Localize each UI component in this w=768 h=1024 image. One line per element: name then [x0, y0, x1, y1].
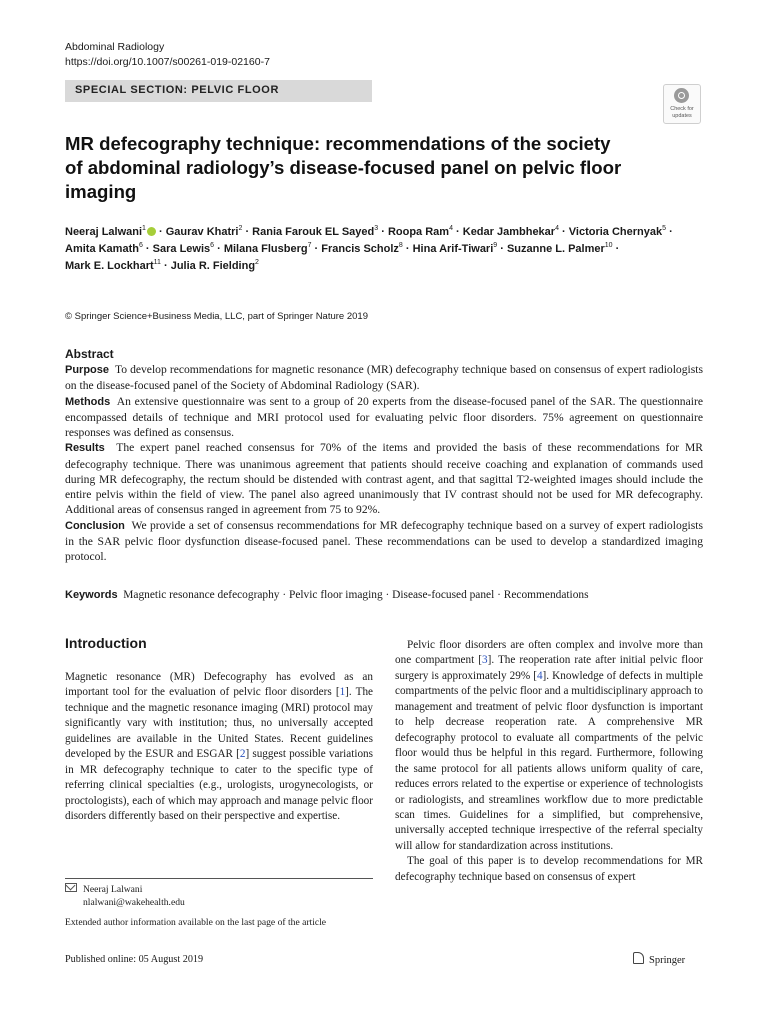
- keywords-label: Keywords: [65, 589, 118, 601]
- conclusion-label: Conclusion: [65, 519, 125, 532]
- doi-link[interactable]: https://doi.org/10.1007/s00261-019-02160-7: [65, 56, 270, 68]
- methods-text: An extensive questionnaire was sent to a group of 20 experts from the disease-focused panel of the SAR. The questionnaire encompassed details of technique and MRI protocol used for evaluating pelvic floor disorders. 75% agreement on questionnaire responses was defined as consensus.: [65, 394, 703, 439]
- intro-text: Pelvic floor disorders are often complex and involve more than one compartment [: [395, 639, 703, 667]
- intro-text: ]. The technique and the magnetic resonance imaging (MRI) protocol may significantly vary with institution; thus, no universally accepted guidelines are available in the United States. Recent guidelines developed by the ESUR and ESGAR [: [65, 686, 374, 761]
- corresponding-email[interactable]: nlalwani@wakehealth.edu: [83, 897, 185, 908]
- author-name[interactable]: Kedar Jambhekar: [462, 226, 556, 238]
- author-name[interactable]: Julia R. Fielding: [170, 260, 256, 272]
- intro-text: Magnetic resonance (MR) Defecography has evolved as an important tool for the evaluation of pelvic floor disorders [: [65, 671, 373, 699]
- intro-paragraph: [65, 670, 373, 825]
- check-updates-label-1: Check for: [670, 106, 694, 112]
- author-name[interactable]: Suzanne L. Palmer: [506, 243, 605, 255]
- author-name[interactable]: Gaurav Khatri: [165, 226, 239, 238]
- purpose-text: To develop recommendations for magnetic resonance (MR) defecography technique based on consensus of expert radiologists on the disease-focused panel of the Society of Abdominal Radiology (SAR).: [65, 363, 703, 393]
- intro-right-column: [395, 638, 703, 885]
- section-banner: [65, 80, 372, 102]
- copyright-notice: © Springer Science+Business Media, LLC, part of Springer Nature 2019: [65, 311, 368, 322]
- author-name[interactable]: Rania Farouk EL Sayed: [252, 226, 375, 238]
- citation-link[interactable]: 3: [482, 654, 488, 667]
- citation-link[interactable]: 1: [339, 686, 346, 699]
- author-affiliation: 4: [449, 225, 453, 232]
- intro-paragraph: The goal of this paper is to develop recommendations for MR defecography technique based on consensus of expert: [395, 855, 703, 883]
- published-date: Published online: 05 August 2019: [65, 954, 204, 965]
- author-name[interactable]: Milana Flusberg: [223, 243, 308, 255]
- author-affiliation: 6: [138, 242, 143, 249]
- extended-author-info: Extended author information available on the last page of the article: [65, 917, 327, 928]
- purpose-label: Purpose: [65, 364, 110, 376]
- check-updates-icon: [674, 88, 689, 103]
- author-affiliation: 1: [142, 225, 146, 232]
- introduction-heading: Introduction: [65, 635, 147, 651]
- author-name[interactable]: Hina Arif-Tiwari: [412, 243, 494, 255]
- author-name[interactable]: Amita Kamath: [65, 243, 139, 255]
- publisher-name: Springer: [649, 955, 686, 966]
- methods-label: Methods: [65, 395, 111, 408]
- keywords-text: Magnetic resonance defecography · Pelvic floor imaging · Disease-focused panel · Recommendations: [123, 589, 589, 601]
- envelope-icon: [65, 883, 77, 892]
- results-text: The expert panel reached consensus for 70% of the items and provided the basis of these recommendations for MR defecography technique. There was unanimous agreement that patients should receive coaching and explanation of commands used during MR defecography, the rectum should be distended with contrast agent, and that sagittal T2-weighted images should include the entire pelvis within the field of view. The panel also agreed unanimously that IV contrast should not be used for MR defecography. Additional areas of consensus ranged in agreement from 75 to 92%.: [65, 441, 704, 517]
- author-name[interactable]: Sara Lewis: [152, 243, 211, 255]
- intro-text: ]. The reoperation rate after initial pelvic floor surgery is approximately 29% [: [395, 654, 703, 682]
- citation-link[interactable]: 2: [239, 748, 246, 761]
- intro-text: ]. Knowledge of defects in multiple compartments of the pelvic floor and a multidisciplinary approach to management and treatment of pelvic floor dysfunction is important to help decrease reoperation rate. A comprehensive MR defecography protocol to evaluate all compartments of the pelvic floor would thus be helpful in this regard. Furthermore, following the same protocol for all patients allows uniform quality of care, reduces errors related to the expertise or experience of technologists or radiologists, and streamlines workflow due to more predictable scan times. Guidelines for a simplified, but comprehensive, universally accepted technique irrespective of the referral specialty will allow for standardization across institutions.: [395, 669, 703, 852]
- intro-text: ] suggest possible variations in MR defecography technique to cater to the specific type of referring clinical specialties (e.g., urologists, urogynecologists, or proctologists), each of which may approach and manage pelvic floor disorders differently based on their perspective and expertise.: [65, 748, 374, 823]
- author-affiliation: 6: [210, 242, 215, 249]
- author-name[interactable]: Victoria Chernyak: [568, 226, 663, 238]
- abstract-results: [65, 440, 703, 517]
- results-label: Results: [65, 442, 105, 455]
- article-title: MR defecography technique: recommendations of the society of abdominal radiology’s disease-focused panel on pelvic floor imaging: [65, 133, 622, 202]
- author-name[interactable]: Neeraj Lalwani: [65, 226, 143, 238]
- author-affiliation: 11: [153, 259, 161, 266]
- abstract-body: [65, 362, 703, 564]
- author-affiliation: 9: [493, 242, 498, 249]
- footnote-divider: [65, 878, 373, 879]
- orcid-icon[interactable]: [147, 227, 156, 236]
- author-affiliation: 5: [662, 225, 667, 232]
- author-affiliation: 10: [604, 242, 613, 249]
- author-affiliation: 2: [255, 259, 259, 266]
- author-affiliation: 4: [555, 225, 559, 232]
- corresponding-name: Neeraj Lalwani: [83, 884, 143, 895]
- journal-name: Abdominal Radiology: [65, 41, 165, 53]
- abstract-heading: Abstract: [65, 347, 114, 361]
- author-affiliation: 7: [307, 242, 312, 249]
- conclusion-text: We provide a set of consensus recommendations for MR defecography technique based on a survey of expert radiologists in the SAR pelvic floor dysfunction disease-focused panel. These recommendations can be used to develop a standardized imaging protocol.: [65, 518, 703, 563]
- author-affiliation: 2: [238, 225, 243, 232]
- author-name[interactable]: Francis Scholz: [321, 243, 399, 255]
- section-label: SPECIAL SECTION: PELVIC FLOOR: [75, 84, 280, 96]
- check-updates-label-2: updates: [672, 113, 692, 119]
- author-affiliation: 8: [398, 242, 403, 249]
- abstract-conclusion: [65, 518, 703, 565]
- corresponding-author: [65, 883, 185, 909]
- author-name[interactable]: Mark E. Lockhart: [65, 260, 154, 272]
- citation-link[interactable]: 4: [536, 669, 543, 682]
- intro-paragraph: [395, 638, 703, 854]
- keywords-line: [65, 589, 705, 601]
- abstract-methods: [65, 394, 703, 441]
- publisher-logo: [633, 952, 685, 966]
- author-affiliation: 3: [374, 225, 379, 232]
- author-name[interactable]: Roopa Ram: [387, 226, 450, 238]
- abstract-purpose: [65, 362, 703, 394]
- check-for-updates-button[interactable]: [663, 84, 701, 124]
- author-list: Neeraj Lalwani$^1$ · Gaurav Khatri$^2$ · Rania Farouk EL Sayed$^3$ · Roopa Ram$^4$ · Kedar Jambhekar$^4$ · Victoria Chernyak$^5$ · Amita Kamath$^6$ · Sara Lewis$^6$ · Milana Flusberg$^7$ · Francis Scholz$^8$ · Hina Arif-Tiwari$^9$ · Suzanne L. Palmer$^{10}$ · Mark E. Lockhart$^{11}$ · Julia R. Fielding$^2$: [65, 225, 673, 272]
- springer-horse-icon: [633, 952, 644, 964]
- intro-left-column: [65, 670, 373, 825]
